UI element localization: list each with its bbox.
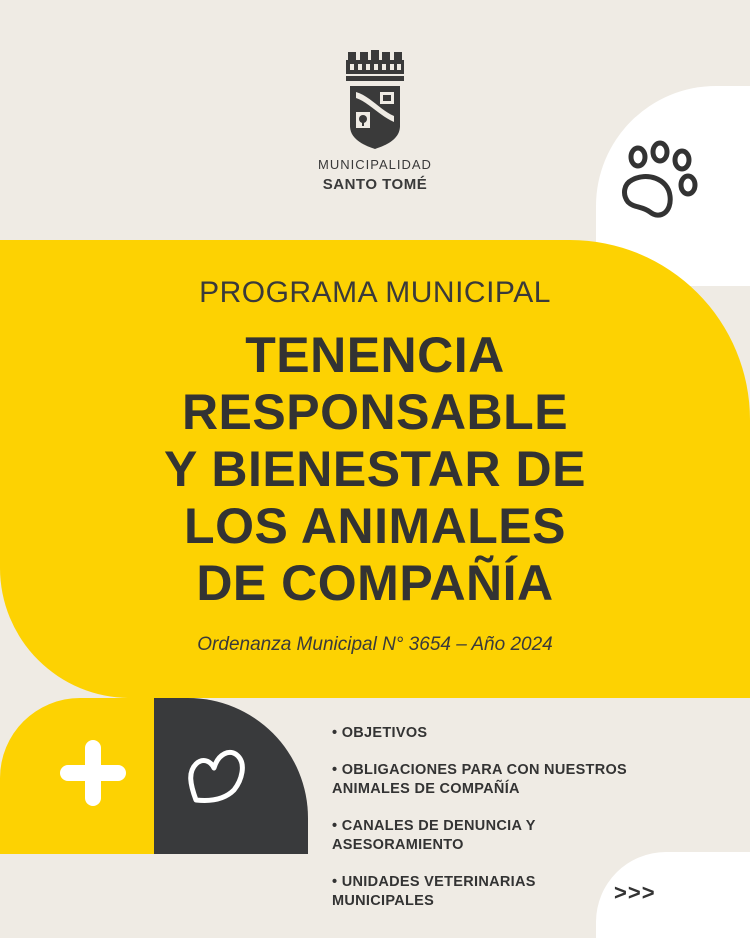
title-line: TENENCIA [245,327,505,383]
title-line: Y BIENESTAR DE [164,441,586,497]
municipality-label: MUNICIPALIDAD [318,157,432,172]
program-subtitle: PROGRAMA MUNICIPAL [199,276,551,309]
topic-item: • CANALES DE DENUNCIA Y ASESORAMIENTO [332,818,536,853]
title-line: LOS ANIMALES [184,498,566,554]
program-title [60,327,690,612]
municipal-coat-of-arms [344,50,406,150]
ordinance-reference: Ordenanza Municipal N° 3654 – Año 2024 [197,634,553,655]
topic-item: • UNIDADES VETERINARIAS MUNICIPALES [332,874,536,909]
topic-item: • OBJETIVOS [332,725,428,741]
title-line: DE COMPAÑÍA [196,555,554,611]
next-arrows[interactable]: >>> [614,880,656,905]
plus-icon [58,738,128,808]
topic-item: • OBLIGACIONES PARA CON NUESTROS ANIMALES DE COMPAÑÍA [332,762,628,797]
paw-icon [616,140,704,228]
municipality-name: SANTO TOMÉ [322,176,428,193]
title-line: RESPONSABLE [181,384,569,440]
heart-icon [184,744,248,806]
